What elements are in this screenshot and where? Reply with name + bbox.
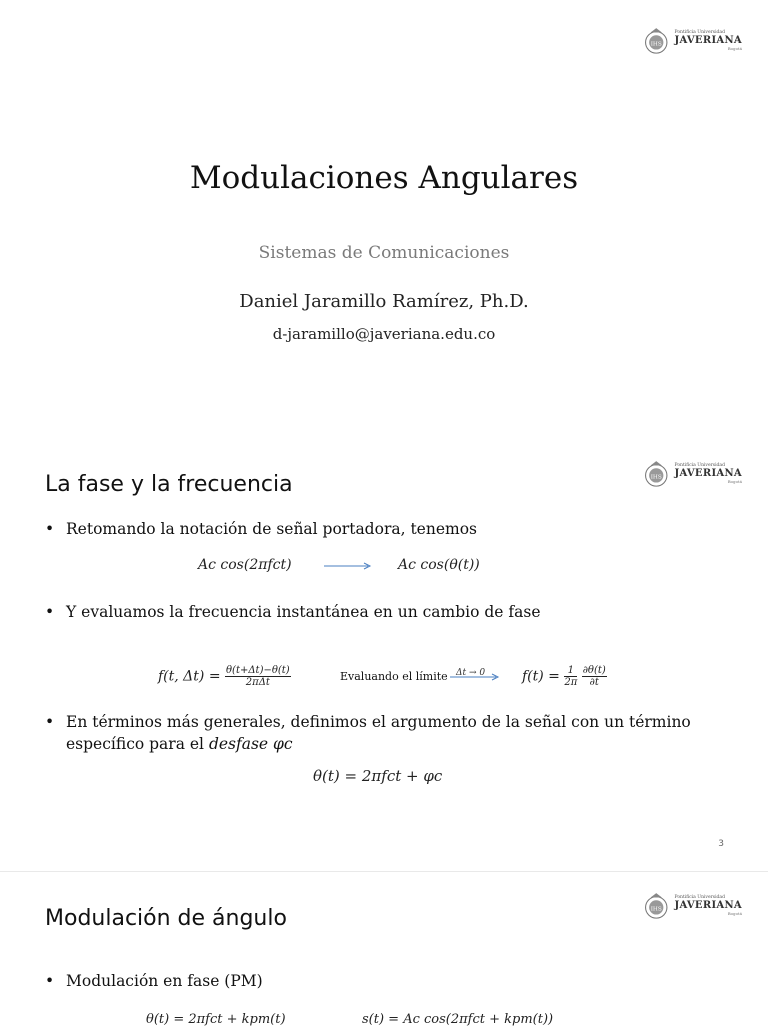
eq-prefix: f(t, Δt) = <box>158 668 221 685</box>
university-logo <box>642 452 742 496</box>
fraction <box>564 665 577 688</box>
bullet-dot: • <box>45 972 55 990</box>
equation-pm-signal: s(t) = Ac cos(2πfct + kpm(t)) <box>362 1012 554 1027</box>
numerator: ∂θ(t) <box>582 665 606 676</box>
logo-line1: Pontificia Universidad <box>674 462 725 468</box>
denominator: 2π <box>564 677 578 688</box>
equation-carrier: Ac cos(2πfct) <box>198 557 292 573</box>
author-email: d-jaramillo@javeriana.edu.co <box>272 325 496 343</box>
university-logo <box>642 884 742 928</box>
equation-inst-frequency <box>158 665 291 688</box>
bullet-text-line2: específico para el <box>66 735 209 753</box>
denominator: 2πΔt <box>245 677 270 688</box>
presentation-title: Modulaciones Angulares <box>189 160 579 196</box>
bullet-text: Retomando la notación de señal portadora, tenemos <box>66 520 477 538</box>
bullet-dot: • <box>45 520 55 538</box>
bullet-dot: • <box>45 603 55 621</box>
bullet-dot: • <box>45 713 55 731</box>
seal-icon <box>642 454 671 494</box>
svg-text:IHS: IHS <box>650 474 662 481</box>
bullet-item <box>45 711 735 755</box>
logo-line1: Pontificia Universidad <box>674 894 725 900</box>
fraction <box>225 665 291 688</box>
university-logo <box>642 19 742 63</box>
eq-prefix: f(t) = <box>522 668 560 685</box>
bullet-text <box>66 711 735 755</box>
logo-line2: JAVERIANA <box>674 900 742 912</box>
denominator: ∂t <box>589 677 599 688</box>
equation-derivative <box>522 665 607 688</box>
emphasis-term: desfase <box>208 735 269 753</box>
slide-angle-modulation <box>0 872 768 1027</box>
logo-line1: Pontificia Universidad <box>674 29 725 35</box>
logo-line3: Bogotá <box>727 479 742 485</box>
slide-title: Modulación de ángulo <box>45 906 287 931</box>
bullet-text-line1: En términos más generales, definimos el argumento de la señal con un término <box>66 713 691 731</box>
svg-text:IHS: IHS <box>650 41 662 48</box>
author-name: Daniel Jaramillo Ramírez, Ph.D. <box>239 291 529 312</box>
title-slide <box>0 0 768 448</box>
presentation-subtitle: Sistemas de Comunicaciones <box>258 243 510 263</box>
limit-label: Evaluando el límite <box>340 670 448 683</box>
logo-line2: JAVERIANA <box>674 35 742 47</box>
equation-pm-phase: θ(t) = 2πfct + kpm(t) <box>146 1012 286 1027</box>
logo-line2: JAVERIANA <box>674 468 742 480</box>
logo-line3: Bogotá <box>727 911 742 917</box>
bullet-item <box>45 970 735 992</box>
page-number: 3 <box>718 839 724 849</box>
seal-icon <box>642 21 671 61</box>
phase-symbol: φc <box>268 735 293 753</box>
slide-title: La fase y la frecuencia <box>45 472 293 497</box>
right-arrow-icon <box>324 560 372 572</box>
svg-text:IHS: IHS <box>650 906 662 913</box>
seal-icon <box>642 886 671 926</box>
slide-phase-frequency <box>0 448 768 872</box>
bullet-item <box>45 601 735 623</box>
bullet-text: Modulación en fase (PM) <box>66 972 263 990</box>
equation-phase-argument: θ(t) = 2πfct + φc <box>313 767 443 785</box>
fraction <box>582 665 607 688</box>
numerator: 1 <box>564 665 577 677</box>
bullet-text: Y evaluamos la frecuencia instantánea en un cambio de fase <box>66 603 541 621</box>
bullet-item <box>45 518 735 540</box>
limit-condition: Δt → 0 <box>456 668 486 678</box>
logo-line3: Bogotá <box>727 46 742 52</box>
equation-phase: Ac cos(θ(t)) <box>398 557 480 573</box>
numerator: θ(t+Δt)−θ(t) <box>226 665 290 676</box>
